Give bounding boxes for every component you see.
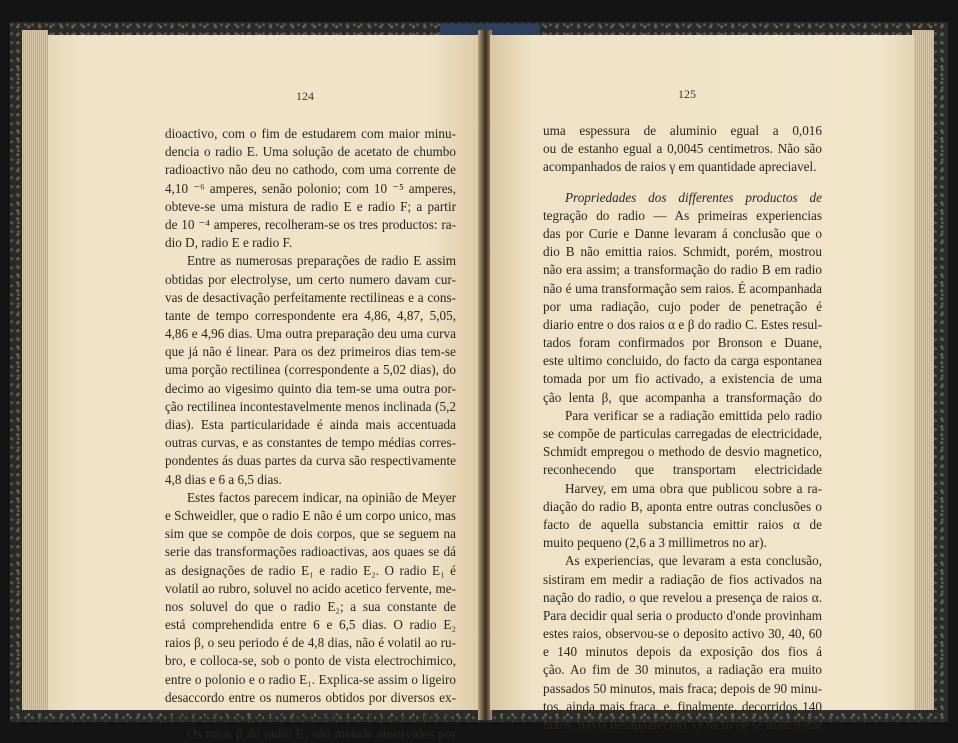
- text-line: entre o polonio e o radio E₁. Explica-se assim o ligeiro: [165, 671, 456, 687]
- right-page: [490, 35, 914, 733]
- text-line: bro, e colloca-se, sob o ponto de vista electrochimico,: [165, 653, 456, 669]
- right-page-text: [543, 122, 822, 734]
- text-line: tos, ainda mais fraca, e, finalmente, decorridos 140: [543, 698, 822, 714]
- text-line: dioactivo, com o fim de estudarem com maior minu-: [165, 126, 456, 141]
- text-line: nação do radio, o que revelou a presença de raios α.: [543, 589, 822, 605]
- text-line: perimentadores para a constante de tempo do radio E.: [165, 708, 456, 724]
- left-page: [48, 35, 480, 742]
- text-line: Para decidir qual seria o producto d'onde provinham: [543, 607, 822, 623]
- text-line: dencia o radio E. Uma solução de acetato de chumbo: [165, 144, 456, 160]
- text-line: Estes factos parecem indicar, na opinião de Meyer: [187, 489, 456, 505]
- text-line: tante de tempo correspondente era 4,86, 4,87, 5,05,: [165, 307, 456, 323]
- text-line: 4,86 e 4,96 dias. Uma outra preparação deu uma curva: [165, 326, 456, 342]
- text-line: 4,8 dias e 6 a 6,5 dias.: [165, 471, 282, 487]
- page-number-left: 124: [296, 89, 314, 103]
- text-line: diação do radio B, aponta entre outras conclusões o: [543, 498, 822, 514]
- text-line: dio B não emittia raios. Schmidt, porém, mostrou: [543, 244, 822, 260]
- text-line: ção lenta β, que acompanha a transformação do: [543, 389, 822, 405]
- text-line: Entre as numerosas preparações de radio E assim: [187, 253, 456, 269]
- text-line: facto de aquella substancia emittir raios α de: [543, 516, 822, 532]
- text-line: ção rectilinea incontestavelmente menos inclinada (5,2: [165, 398, 456, 414]
- text-line: este ultimo concluido, do facto da carga espontanea: [543, 353, 822, 369]
- text-line: reconhecendo que transportam electricidade: [543, 462, 822, 478]
- text-line: e Schweidler, que o radio E não é um corpo unico, mas: [165, 507, 456, 523]
- text-line: dio D, radio E e radio F.: [165, 235, 293, 251]
- text-line: desaccordo entre os numeros obtidos por diversos ex-: [165, 689, 456, 705]
- text-line: tomada por um fio activado, a existencia de uma: [543, 371, 822, 387]
- text-line: sistiram em medir a radiação de fios activados na: [543, 571, 822, 587]
- text-line: raios β, o seu periodo é de 4,8 dias, não é volatil ao ru-: [165, 635, 456, 651]
- text-line: obteve-se uma mistura de radio E e radio F; a partir: [165, 198, 456, 214]
- text-line: as designações de radio E₁ e radio E₂. O radio E₁ é: [165, 562, 456, 578]
- text-line: pondentes ás duas partes da curva são respectivamente: [165, 453, 456, 469]
- text-line: Os raios β do radio E₂ são metade absorvidos por: [187, 726, 456, 742]
- text-line: das por Curie e Danne levaram á conclusão que o: [543, 225, 822, 241]
- text-line: uma espessura de aluminio egual a 0,016: [543, 123, 822, 138]
- text-line: que já não é linear. Para os dez primeiros dias tem-se: [165, 344, 456, 360]
- text-line: se compõe de particulas carregadas de electricidade,: [543, 426, 822, 442]
- text-line: 4,10 ⁻⁶ amperes, senão polonio; com 10 ⁻⁵ amperes,: [165, 180, 456, 196]
- text-line: tados foram confirmados por Bronson e Duane,: [543, 335, 822, 351]
- text-line: outras curvas, e as constantes de tempo médias corres-: [165, 435, 456, 451]
- text-line: serie das transformações radioactivas, aos quaes se dá: [165, 544, 456, 560]
- text-line: ção. Ao fim de 30 minutos, a radiação era muito: [543, 662, 822, 678]
- text-line: estes raios, observou-se o deposito activo 30, 40, 60: [543, 626, 822, 642]
- text-line: não é uma transformação sem raios. É acompanhada: [543, 280, 822, 296]
- left-page-edges: [22, 30, 48, 710]
- text-line: dias). Esta particularidade é ainda mais accentuada: [165, 417, 456, 433]
- text-line: obtidas por electrolyse, um certo numero davam cur-: [165, 271, 456, 287]
- text-line: uma porção rectilinea (correspondente a 5,02 dias), do: [165, 362, 456, 378]
- page-number-right: 125: [678, 87, 696, 101]
- text-line: está comprehendida entre 6 e 6,5 dias. O radio E₂: [165, 617, 456, 633]
- text-line: Para verificar se a radiação emittida pelo radio: [565, 407, 822, 423]
- text-line: Propriedades dos differentes productos de: [565, 189, 822, 205]
- text-line: ou de estanho egual a 0,0045 centimetros. Não são: [543, 141, 822, 157]
- text-line: Schmidt empregou o methodo de desvio magnetico,: [543, 444, 822, 460]
- text-line: radioactivo não deu no cathodo, com uma corrente de: [165, 162, 456, 178]
- text-line: volatil ao rubro, soluvel no acido acetico fervente, me-: [165, 580, 456, 596]
- text-line: Harvey, em uma obra que publicou sobre a ra-: [565, 480, 822, 496]
- text-line: diario entre o dos raios α e β do radio C. Estes resul-: [543, 316, 822, 332]
- text-line: muito pequeno (2,6 a 3 millimetros no ar).: [543, 535, 767, 551]
- text-line: nos soluvel do que o radio E₂; a sua constante de: [165, 598, 456, 614]
- text-line: nutos, havia desapparecido. O facto de se manifestar: [543, 717, 822, 733]
- text-line: não era assim; a transformação do radio B em radio: [543, 262, 822, 278]
- left-page-text: [165, 125, 456, 743]
- right-page-edges: [912, 30, 934, 710]
- text-line: e 140 minutos depois da exposição dos fios á: [543, 644, 822, 660]
- text-line: por uma radiação, cujo poder de penetração é: [543, 298, 822, 314]
- text-line: As experiencias, que levaram a esta conclusão,: [565, 553, 822, 569]
- text-line: vas de desactivação perfeitamente rectilineas e a cons-: [165, 289, 456, 305]
- text-line: acompanhados de raios γ em quantidade apreciavel.: [543, 159, 817, 175]
- text-line: [543, 177, 822, 189]
- text-line: passados 50 minutos, mais fraca; depois de 90 minu-: [543, 680, 822, 696]
- text-line: tegração do radio — As primeiras experiencias: [543, 207, 822, 223]
- text-line: decimo ao vigesimo quinto dia tem-se uma outra por-: [165, 380, 456, 396]
- text-line: de 10 ⁻⁴ amperes, recolheram-se os tres productos: ra-: [165, 216, 456, 232]
- text-line: sim que se compõe de dois corpos, que se seguem na: [165, 526, 456, 542]
